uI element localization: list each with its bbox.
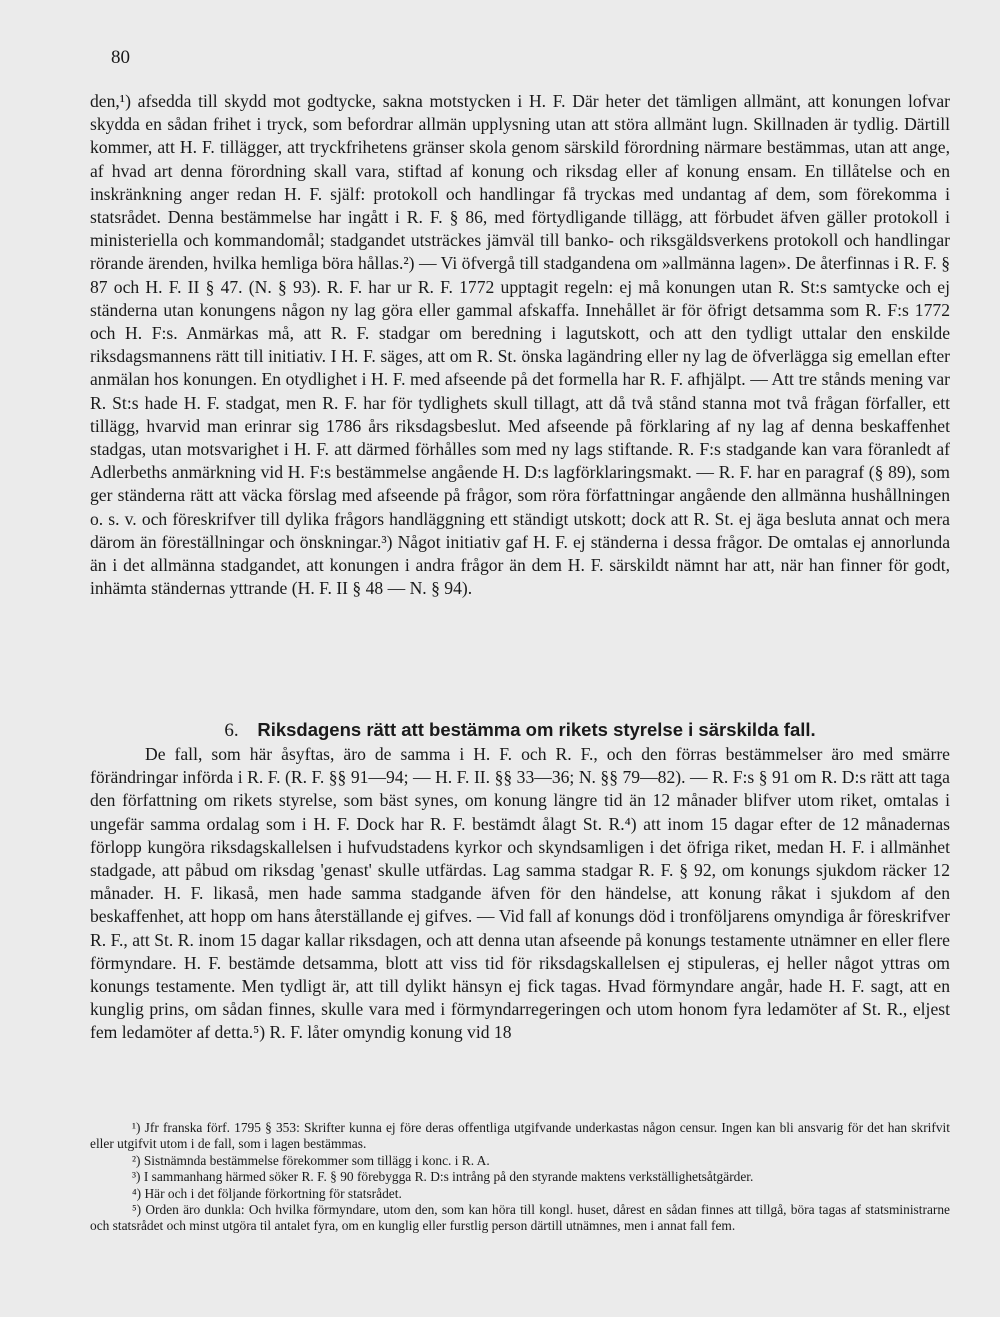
footnote: ⁵) Orden äro dunkla: Och hvilka förmyndare, utom den, som kan höra till kongl. huset, dårest en sådan finnes att tillgå, böra tagas af statsministrarne och statsrådet och minst utgöra til antalet fyra, om en kunglig eller furstlig person därtill utnämnes, men i annat fall fem. xyxy=(90,1202,950,1234)
page-number: 80 xyxy=(111,47,130,68)
section-heading xyxy=(90,718,950,743)
footnote: ²) Sistnämnda bestämmelse förekommer som tillägg i konc. i R. A. xyxy=(132,1152,490,1168)
section-title: Riksdagens rätt att bestämma om rikets styrelse i särskilda fall. xyxy=(257,719,816,740)
body-paragraph-2: De fall, som här åsyftas, äro de samma i H. F. och R. F., och den förras bestämmelser äro med smärre förändringar införda i R. F. (R. F. §§ 91—94; — H. F. II. §§ 33—36; N. §§ 79—82). — R. F:s § 91 om R. D:s rätt att taga den författning om rikets styrelse, som bäst synes, om konung längre tid än 12 månader blifver utom riket, omtalas i ungefär samma ordalag som i H. F. Dock har R. F. bestämdt ålagt St. R.⁴) att inom 15 dagar efter de 12 månadernas förlopp kungöra riksdagskallelsen i hufvudstadens kyrkor och skyndsamligen i det öfriga riket, medan H. F. i allmänhet stadgade, att påbud om riksdag 'genast' skulle utfärdas. Lag samma stadgar R. F. § 92, om konungs sjukdom räcker 12 månader. H. F. likaså, men hade samma stadgande äfven för den händelse, att konung råkat i sjukdom af den beskaffenhet, att hopp om hans återställande ej gifves. — Vid fall af konungs död i tronföljarens omyndiga år föreskrifver R. F., att St. R. inom 15 dagar kallar riksdagen, och att denna utan afseende på konungs testamente utnämner en eller flere förmyndare. H. F. bestämde detsamma, blott att viss tid för riksdagskallelsen ej stipuleras, ej heller något yttras om konungs testamente. Men tydligt är, att till dylikt hänsyn ej fick tagas. Hvad förmyndare angår, hade H. F. sagt, att en kunglig prins, om sådan finnes, skulle vara med i förmyndarregeringen och utom honom fyra ledamöter af St. R., eljest fem ledamöter af detta.⁵) R. F. låter omyndig konung vid 18 xyxy=(90,744,950,1043)
footnotes xyxy=(90,1120,950,1235)
footnote: ⁴) Här och i det följande förkortning för statsrådet. xyxy=(132,1185,402,1201)
body-paragraph-1: den,¹) afsedda till skydd mot godtycke, sakna motstycken i H. F. Där heter det tämligen allmänt, att konungen lofvar skydda en sådan frihet i tryck, som befordrar allmän upplysning utan att störa allmänt lugn. Skillnaden är tydlig. Därtill kommer, att H. F. tillägger, att tryckfrihetens gränser skola genom särskild förordning närmare bestämmas, utan att ange, af hvad art denna förordning skall vara, stiftad af konung och riksdag eller af konung ensam. En tillåtelse och en inskränkning anger redan H. F. själf: protokoll och handlingar få tryckas med undantag af dem, som förekomma i statsrådet. Denna bestämmelse har ingått i R. F. § 86, med förtydligande tillägg, att förbudet äfven gäller protokoll i ministeriella och kommandomål; stadgandet utsträckes jämväl till banko- och riksgäldsverkens protokoll och handlingar rörande ärenden, hvilka hemliga böra hållas.²) — Vi öfvergå till stadgandena om »allmänna lagen». De återfinnas i R. F. § 87 och H. F. II § 47. (N. § 93). R. F. har ur R. F. 1772 upptagit regeln: ej må konungen utan R. St:s samtycke och ej ständerna utan konungens någon ny lag göra eller gammal afskaffa. Innehållet är för öfrigt detsamma som R. F:s 1772 och H. F:s. Anmärkas må, att R. F. stadgar om beredning i lagutskott, och att den tydligt uttalar den enskilde riksdagsmannens rätt till initiativ. I H. F. säges, att om R. St. önska lagändring eller ny lag de öfverlägga sig emellan efter anmälan hos konungen. En otydlighet i H. F. med afseende på det formella har R. F. afhjälpt. — Att tre stånds mening var R. St:s hade H. F. stadgat, men R. F. har för tydlighets skull tillagt, att då två stånd stanna mot två frågan förfaller, ett tillägg, hvarvid man erinrar sig 1786 års riksdagsbeslut. Med afseende på förklaring af ny lag af denna beskaffenhet stadgas, utan motsvarighet i H. F. att därmed förhålles som med ny lags stiftande. R. F:s stadgande kan vara föranledt af Adlerbeths anmärkning vid H. F:s bestämmelse angående H. D:s lagförklaringsmakt. — R. F. har en paragraf (§ 89), som ger ständerna rätt att väcka förslag med afseende på frågor, som röra författningar angående den allmänna hushållningen o. s. v. och föreskrifver till dylika frågors handläggning ett ständigt utskott; dock att R. St. ej äga besluta annat och mera därom än föreställningar och önskningar.³) Något initiativ gaf H. F. ej ständerna i dessa frågor. De omtalas ej annorlunda än i det allmänna stadgandet, att konungen i andra frågor än dem H. F. särskildt nämnt har att, när han finner för godt, inhämta ständernas yttrande (H. F. II § 48 — N. § 94). xyxy=(90,91,950,599)
footnote: ³) I sammanhang härmed söker R. F. § 90 förebygga R. D:s intrång på den styrande maktens verkställighetsåtgärder. xyxy=(132,1169,754,1185)
footnote: ¹) Jfr franska förf. 1795 § 353: Skrifter kunna ej före deras offentliga utgifvande underkastas någon censur. Ingen kan bli ansvarig för det han skrifvit eller utgifvit utom i de fall, som i lagen bestämmas. xyxy=(90,1120,950,1152)
section-number: 6. xyxy=(224,720,239,741)
